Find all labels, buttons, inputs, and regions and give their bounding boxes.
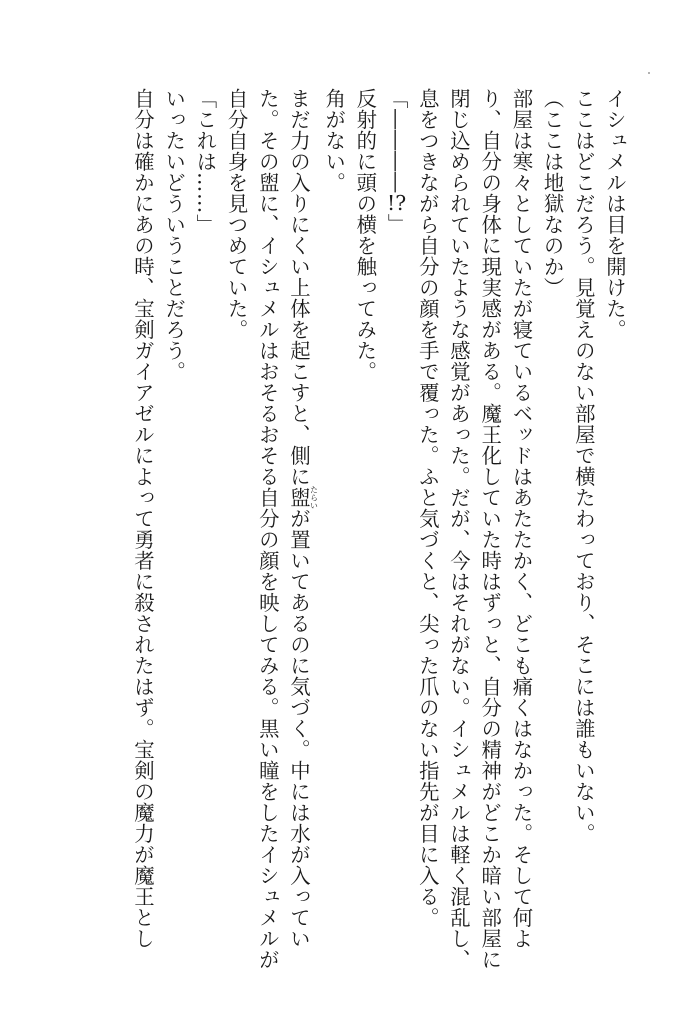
line-start: まだ力の入りにくい上体を起こすと、側に [286,88,311,487]
text-line: 「これは……」 [193,88,218,235]
text-line-exclamation [380,88,411,948]
dash-text: 「―――― [384,88,409,193]
exclamation-mark: !? [387,192,407,214]
text-line: 反射的に頭の横を触ってみた。 [353,88,378,382]
text-line: 自分自身を見つめていた。 [224,88,249,340]
ruby-reading: たらい [309,485,319,510]
ruby-base: 盥 [286,485,311,510]
text-line: 部屋は寒々としていたが寝ているベッドはあたたかく、どこも痛くはなかった。そして何よ [509,88,534,949]
text-line: ここはどこだろう。見覚えのない部屋で横たわっており、そこには誰もいない。 [571,88,596,844]
vertical-text-body [127,88,630,970]
ruby-word [286,485,319,510]
closing-bracket: 」 [384,213,409,235]
text-line: り、自分の身体に現実感がある。魔王化していた時はずっと、自分の精神がどこか暗い部屋に [478,88,503,970]
text-line: イシュメルは目を開けた。 [603,88,627,340]
text-line: 自分は確かにあの時、宝剣ガイアゼルによって勇者に殺されたはず。宝剣の魔力が魔王とし [130,88,155,949]
line-end: が置いてあるのに気づく。中には水が入ってい [286,508,311,949]
page-mark [648,72,650,74]
text-line: た。その盥に、イシュメルはおそるおそる自分の顔を映してみる。黒い瞳をしたイシュメルが [255,88,280,970]
text-line-with-ruby [283,88,318,948]
text-line: 閉じ込められていたような感覚があった。だが、今はそれがない。イシュメルは軽く混乱し、 [446,88,471,970]
text-line: （ここは地獄なのか） [540,88,565,298]
text-line: 角がない。 [322,88,347,193]
text-line: 息をつきながら自分の顔を手で覆った。ふと気づくと、尖った爪のない指先が目に入る。 [415,88,440,928]
text-line: いったいどういうことだろう。 [162,88,187,382]
